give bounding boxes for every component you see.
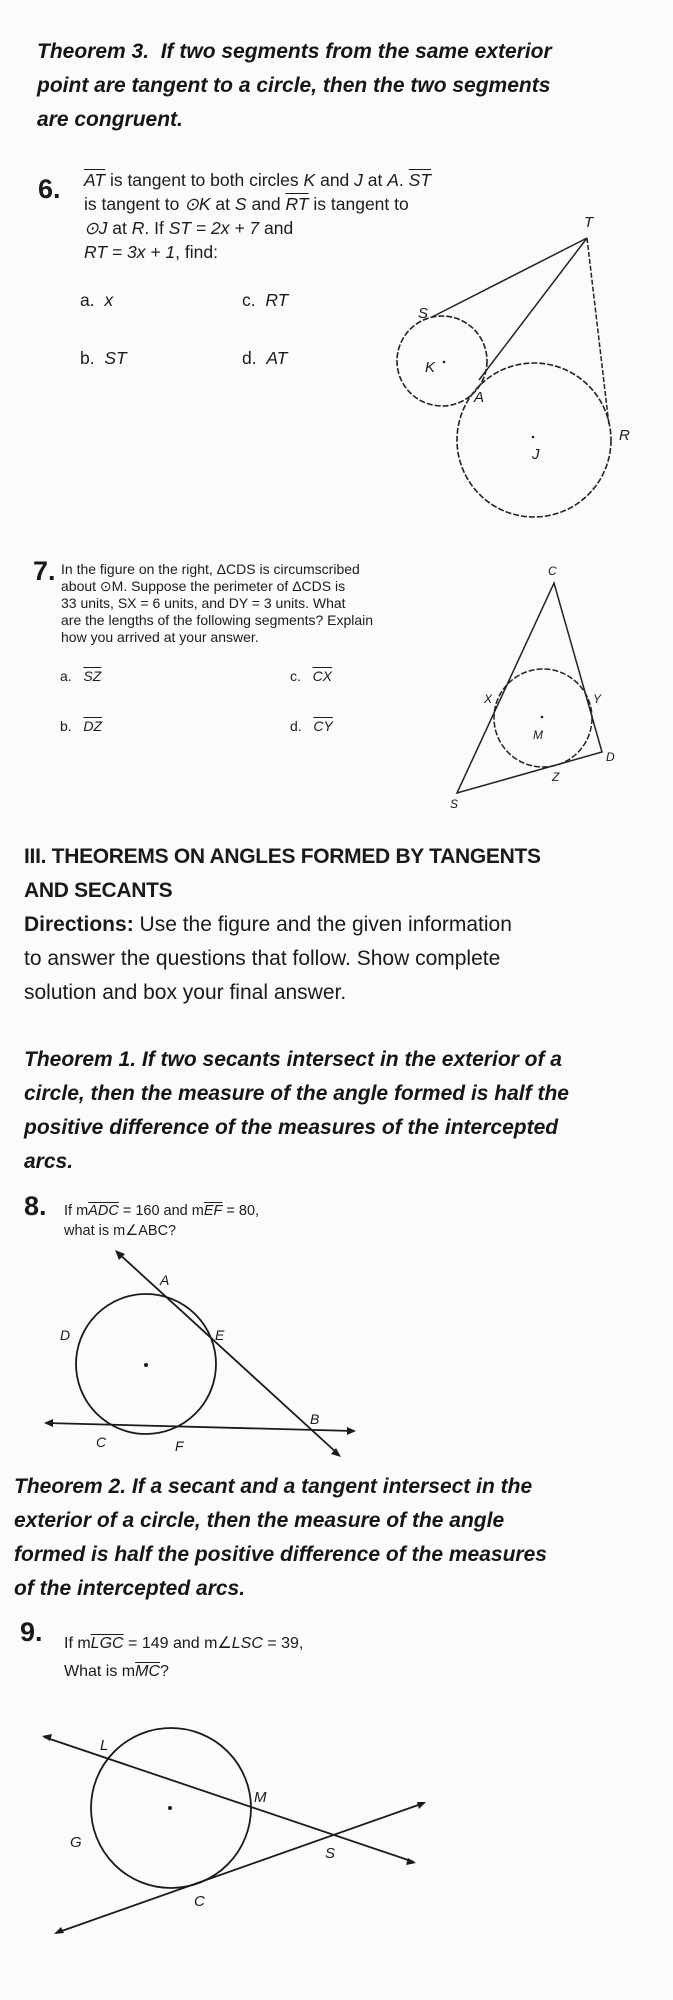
label-l: L [100, 1737, 109, 1754]
label-m: M [533, 728, 543, 742]
question-8-text: If $m\overline{ADC} = 160$ and $m\overline{EF} = 80$, what is m∠ABC? [64, 1203, 260, 1239]
theorem-2: Theorem 2. If a secant and a tangent intersect in the exterior of a circle, then the measure of the angle formed is half the positive difference of the measures of the intercepted arcs. [14, 1475, 547, 1600]
directions: Directions: Use the figure and the given information to answer the questions that follow. Show complete solution and box your final answer. [24, 913, 512, 1004]
figure-8-two-secants [0, 1240, 400, 1470]
tangent-cs [56, 1803, 424, 1933]
question-6-number: 6. [38, 174, 61, 204]
label-s: S [418, 305, 429, 322]
label-c: C [548, 564, 557, 578]
question-9-number: 9. [20, 1617, 43, 1647]
question-7-item-c: c. $\overline{CX}$ [290, 668, 333, 684]
circle-j [457, 363, 611, 517]
question-7-number: 7. [33, 556, 56, 586]
secant-ab [117, 1252, 338, 1454]
question-7-item-d: d. $\overline{CY}$ [290, 718, 333, 734]
label-d: D [60, 1327, 71, 1343]
question-6-item-b: b. ST [80, 348, 127, 368]
label-a: A [160, 1272, 170, 1288]
label-d: D [606, 750, 615, 764]
question-6-item-a: a. x [80, 290, 114, 310]
directions-label: Directions: [24, 913, 134, 936]
label-f: F [175, 1438, 184, 1454]
theorem-1: Theorem 1. If two secants intersect in the exterior of a circle, then the measure of the angle formed is half the positive difference of the measures of the intercepted arcs. [24, 1048, 569, 1173]
question-6-item-c: c. RT [242, 290, 289, 310]
theorem-3: Theorem 3. If two segments from the same exterior point are tangent to a circle, then the two segments are congruent. [37, 40, 552, 131]
segment-st [432, 238, 587, 317]
triangle-cds [457, 583, 602, 793]
question-7-item-a: a. $\overline{SZ}$ [60, 668, 102, 684]
label-r: R [619, 427, 630, 444]
label-c: C [194, 1893, 205, 1910]
label-s: S [325, 1845, 336, 1862]
label-j: J [532, 446, 540, 463]
question-8-number: 8. [24, 1191, 47, 1221]
figure-7-inscribed-circle [0, 540, 673, 820]
label-k: K [425, 359, 436, 376]
question-6-text: $\overline{AT}$ is tangent to both circles K and J at A. $\overline{ST}$ is tangent to ⊙K at S and $\overline{RT}$ is tangent to ⊙J at R. If ST = 2x + 7 and RT = 3x + 1, find: [84, 170, 432, 262]
figure-9-secant-tangent [0, 1720, 673, 2000]
section-3-heading: III. THEOREMS ON ANGLES FORMED BY TANGENTS AND SECANTS [24, 845, 541, 902]
label-t: T [584, 214, 594, 231]
question-6-item-d: d. AT [242, 348, 288, 368]
question-9-text: If $m\overline{LGC} = 149$ and m∠LSC = 39, What is $m\overline{MC}$? [64, 1635, 304, 1680]
theorem-3-label: Theorem 3. [37, 40, 150, 63]
label-e: E [215, 1327, 225, 1343]
label-c: C [96, 1434, 107, 1450]
label-a: A [474, 389, 485, 406]
label-g: G [70, 1834, 82, 1851]
label-m: M [254, 1789, 267, 1806]
label-x: X [484, 692, 493, 706]
segment-at [479, 238, 587, 380]
label-b: B [310, 1411, 320, 1427]
label-y: Y [593, 692, 602, 706]
question-7-text: In the figure on the right, ΔCDS is circumscribed about ⊙M. Suppose the perimeter of ΔCDS is 33 units, SX = 6 units, and DY = 3 units. What are the lengths of the following segments? Explain how you arrived at your answer. [61, 561, 374, 645]
figure-6-tangent-circles [0, 0, 673, 540]
question-7-item-b: b. $\overline{DZ}$ [60, 718, 103, 734]
circle-m [494, 669, 592, 767]
label-z: Z [552, 770, 560, 784]
label-s: S [450, 797, 459, 811]
